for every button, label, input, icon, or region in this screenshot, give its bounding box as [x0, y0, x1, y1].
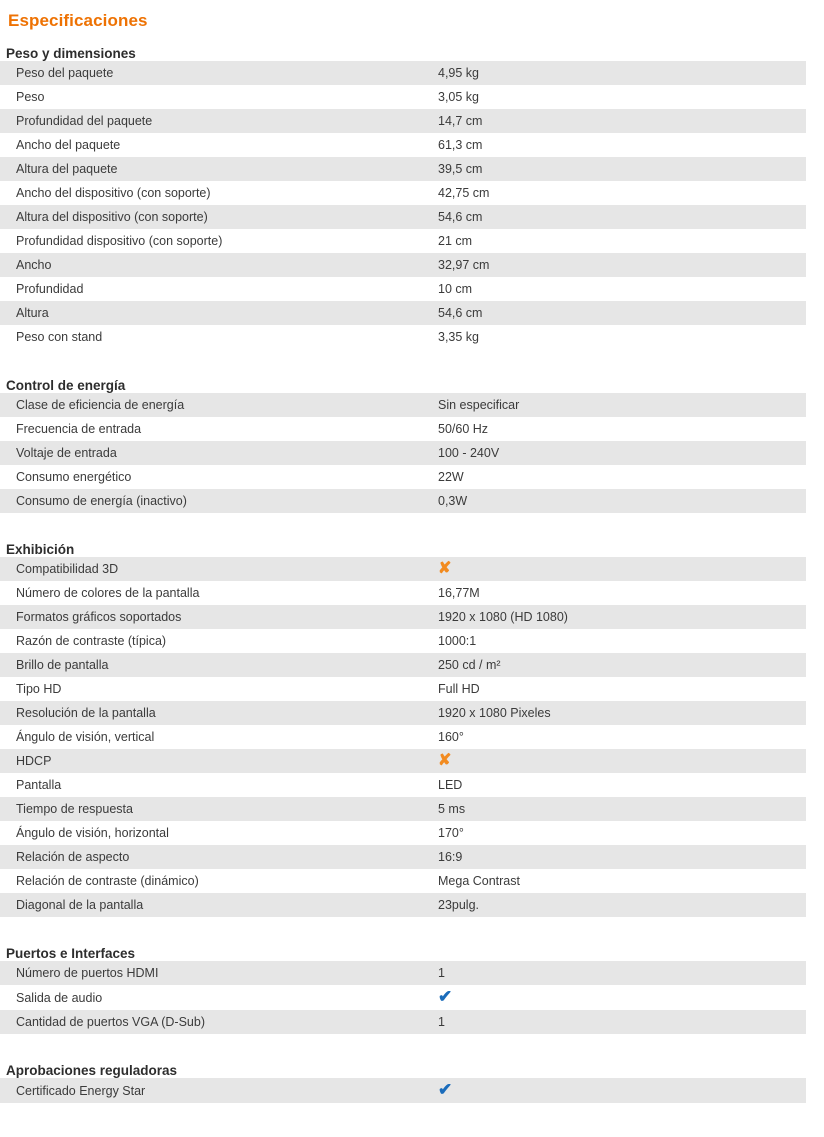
spec-row — [0, 133, 806, 157]
page-title: Especificaciones — [8, 11, 148, 30]
spec-row — [0, 557, 806, 581]
spec-label: Pantalla — [16, 778, 62, 792]
spec-label: Compatibilidad 3D — [16, 562, 119, 576]
spec-label: Peso con stand — [16, 330, 103, 344]
cross-icon: ✘ — [438, 752, 452, 769]
spec-label: Altura — [16, 306, 49, 320]
spec-label: Cantidad de puertos VGA (D-Sub) — [16, 1015, 205, 1029]
spec-value: 3,35 kg — [438, 330, 480, 344]
spec-value: 4,95 kg — [438, 66, 480, 80]
section-heading: Aprobaciones reguladoras — [6, 1063, 178, 1078]
spec-row — [0, 205, 806, 229]
spec-section — [0, 527, 824, 931]
spec-label: Salida de audio — [16, 990, 103, 1005]
check-icon: ✔ — [438, 987, 453, 1006]
spec-row — [0, 301, 806, 325]
spec-row — [0, 277, 806, 301]
section-heading-wrap — [0, 527, 824, 557]
spec-value: 1000:1 — [438, 634, 477, 648]
spec-label: Ancho del paquete — [16, 138, 121, 152]
spec-value: 100 - 240V — [438, 446, 500, 460]
spec-value: 23pulg. — [438, 898, 480, 912]
spec-section — [0, 31, 824, 363]
section-spacer — [0, 1103, 824, 1117]
spec-row — [0, 253, 806, 277]
spec-label: Ángulo de visión, horizontal — [16, 826, 169, 840]
spec-row — [0, 869, 806, 893]
spec-value: 61,3 cm — [438, 138, 483, 152]
spec-value: 42,75 cm — [438, 186, 490, 200]
spec-row — [0, 893, 806, 917]
spec-label: Profundidad — [16, 282, 84, 296]
spec-label: Profundidad dispositivo (con soporte) — [16, 234, 223, 248]
section-spacer — [0, 917, 824, 931]
spec-label: Relación de aspecto — [16, 850, 130, 864]
spec-value: 32,97 cm — [438, 258, 490, 272]
spec-label: Altura del dispositivo (con soporte) — [16, 210, 208, 224]
spec-label: Resolución de la pantalla — [16, 706, 156, 720]
spec-label: Formatos gráficos soportados — [16, 610, 182, 624]
spec-value: 21 cm — [438, 234, 473, 248]
spec-value: 3,05 kg — [438, 90, 480, 104]
spec-label: Consumo de energía (inactivo) — [16, 494, 187, 508]
spec-label: Ángulo de visión, vertical — [16, 730, 155, 744]
spec-label: Brillo de pantalla — [16, 658, 109, 672]
spec-label: Peso — [16, 90, 45, 104]
spec-row — [0, 605, 806, 629]
spec-value: 250 cd / m² — [438, 658, 501, 672]
spec-value: 54,6 cm — [438, 210, 483, 224]
spec-label: Razón de contraste (típica) — [16, 634, 167, 648]
spec-label: Número de puertos HDMI — [16, 966, 159, 980]
spec-label: Clase de eficiencia de energía — [16, 398, 185, 412]
spec-label: Tiempo de respuesta — [16, 802, 133, 816]
spec-row — [0, 1010, 806, 1034]
spec-row — [0, 441, 806, 465]
spec-value: 10 cm — [438, 282, 473, 296]
spec-row — [0, 61, 806, 85]
spec-row — [0, 749, 806, 773]
spec-value: Full HD — [438, 682, 480, 696]
section-heading-wrap — [0, 1048, 824, 1078]
spec-table — [0, 557, 806, 917]
spec-value: 14,7 cm — [438, 114, 483, 128]
spec-value: 5 ms — [438, 802, 466, 816]
section-spacer — [0, 349, 824, 363]
spec-row — [0, 325, 806, 349]
cross-icon: ✘ — [438, 560, 452, 577]
section-heading: Exhibición — [6, 542, 75, 557]
spec-label: Certificado Energy Star — [16, 1083, 146, 1098]
spec-value: Sin especificar — [438, 398, 520, 412]
spec-value — [424, 749, 806, 773]
spec-row — [0, 845, 806, 869]
spec-label: Ancho del dispositivo (con soporte) — [16, 186, 211, 200]
spec-section — [0, 931, 824, 1048]
specifications-sections — [0, 31, 824, 1117]
spec-row — [0, 581, 806, 605]
spec-label: Profundidad del paquete — [16, 114, 153, 128]
spec-row — [0, 489, 806, 513]
section-heading-wrap — [0, 931, 824, 961]
spec-row — [0, 653, 806, 677]
section-spacer — [0, 513, 824, 527]
spec-value: LED — [438, 778, 463, 792]
spec-row — [0, 961, 806, 985]
spec-row — [0, 773, 806, 797]
spec-row — [0, 109, 806, 133]
spec-value: 1 — [438, 966, 445, 980]
spec-row — [0, 821, 806, 845]
spec-value: 50/60 Hz — [438, 422, 489, 436]
spec-label: Diagonal de la pantalla — [16, 898, 144, 912]
spec-value: 1920 x 1080 Pixeles — [438, 706, 551, 720]
spec-row — [0, 181, 806, 205]
section-heading-wrap — [0, 31, 824, 61]
spec-label: Frecuencia de entrada — [16, 422, 142, 436]
spec-row — [0, 1078, 806, 1103]
section-spacer — [0, 1034, 824, 1048]
spec-label: Relación de contraste (dinámico) — [16, 874, 199, 888]
spec-row — [0, 85, 806, 109]
spec-value: 1 — [438, 1015, 445, 1029]
spec-row — [0, 417, 806, 441]
section-heading: Puertos e Interfaces — [6, 946, 136, 961]
spec-row — [0, 157, 806, 181]
spec-row — [0, 393, 806, 417]
spec-label: HDCP — [16, 754, 52, 768]
spec-row — [0, 465, 806, 489]
spec-label: Número de colores de la pantalla — [16, 586, 200, 600]
spec-value: 170° — [438, 826, 464, 840]
spec-value: 160° — [438, 730, 464, 744]
spec-label: Consumo energético — [16, 470, 132, 484]
spec-value — [424, 557, 806, 581]
spec-value: 16:9 — [438, 850, 463, 864]
spec-row — [0, 229, 806, 253]
spec-label: Ancho — [16, 258, 52, 272]
spec-label: Peso del paquete — [16, 66, 114, 80]
spec-label: Tipo HD — [16, 682, 62, 696]
check-icon: ✔ — [438, 1080, 453, 1099]
spec-section — [0, 363, 824, 527]
spec-row — [0, 701, 806, 725]
section-heading-wrap — [0, 363, 824, 393]
spec-table — [0, 961, 806, 1034]
spec-value: 22W — [438, 470, 464, 484]
spec-label: Altura del paquete — [16, 162, 118, 176]
spec-value: 54,6 cm — [438, 306, 483, 320]
spec-row — [0, 725, 806, 749]
spec-row — [0, 797, 806, 821]
spec-table — [0, 1078, 806, 1103]
spec-section — [0, 1048, 824, 1117]
section-heading: Control de energía — [6, 378, 126, 393]
spec-value: Mega Contrast — [438, 874, 520, 888]
spec-row — [0, 985, 806, 1010]
spec-value: 1920 x 1080 (HD 1080) — [438, 610, 568, 624]
spec-value — [424, 1078, 806, 1103]
spec-table — [0, 61, 806, 349]
spec-value: 16,77M — [438, 586, 480, 600]
spec-row — [0, 629, 806, 653]
spec-value: 0,3W — [438, 494, 468, 508]
spec-row — [0, 677, 806, 701]
spec-label: Voltaje de entrada — [16, 446, 117, 460]
spec-value — [424, 985, 806, 1010]
section-heading: Peso y dimensiones — [6, 46, 136, 61]
spec-value: 39,5 cm — [438, 162, 483, 176]
spec-table — [0, 393, 806, 513]
